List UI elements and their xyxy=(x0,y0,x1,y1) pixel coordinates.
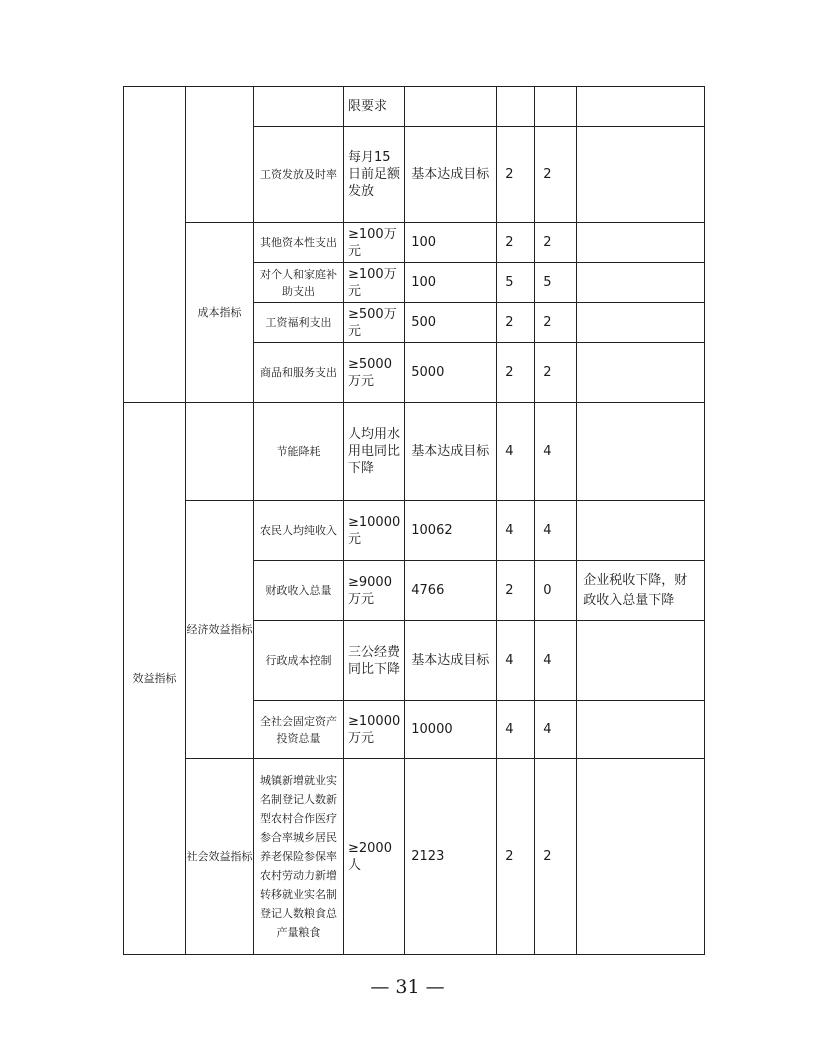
level1-cell xyxy=(124,87,186,403)
score-value: 4 xyxy=(535,403,577,501)
weight-value: 2 xyxy=(497,303,535,343)
remark-cell xyxy=(577,127,705,223)
remark-cell xyxy=(577,621,705,701)
actual-value: 100 xyxy=(405,263,497,303)
weight-value: 4 xyxy=(497,501,535,561)
level2-cell: 经济效益指标 xyxy=(186,501,254,759)
weight-value: 2 xyxy=(497,223,535,263)
actual-value: 10000 xyxy=(405,701,497,759)
remark-cell xyxy=(577,759,705,955)
remark-cell xyxy=(577,303,705,343)
score-value: 4 xyxy=(535,621,577,701)
weight-value xyxy=(497,87,535,127)
actual-value: 基本达成目标 xyxy=(411,444,490,459)
table-row xyxy=(124,87,705,127)
score-value: 2 xyxy=(535,127,577,223)
actual-value: 100 xyxy=(405,223,497,263)
page-number: — 31 — xyxy=(370,976,445,998)
level3-cell: 其他资本性支出 xyxy=(254,223,344,263)
level3-cell xyxy=(254,87,344,127)
target-value: ≥2000人 xyxy=(344,759,405,955)
level2-cell: 社会效益指标 xyxy=(186,759,254,955)
target-value: ≥100万元 xyxy=(344,263,405,303)
level2-cell: 成本指标 xyxy=(186,223,254,403)
level2-cell xyxy=(186,87,254,223)
actual-value: 5000 xyxy=(405,343,497,403)
weight-value: 2 xyxy=(497,343,535,403)
weight-value: 4 xyxy=(497,701,535,759)
weight-value: 4 xyxy=(497,403,535,501)
weight-value: 5 xyxy=(497,263,535,303)
weight-value: 2 xyxy=(497,759,535,955)
table-row xyxy=(124,501,705,561)
remark-cell xyxy=(577,343,705,403)
target-value: 每月15日前足额发放 xyxy=(344,127,405,223)
target-value: 人均用水用电同比下降 xyxy=(344,403,405,501)
actual-value: 2123 xyxy=(405,759,497,955)
target-value: 限要求 xyxy=(344,87,405,127)
level3-cell: 商品和服务支出 xyxy=(254,343,344,403)
remark-cell xyxy=(577,263,705,303)
target-value: ≥5000万元 xyxy=(344,343,405,403)
table-row xyxy=(124,403,705,501)
table-row xyxy=(124,223,705,263)
level3-cell: 行政成本控制 xyxy=(254,621,344,701)
target-value: ≥10000元 xyxy=(344,501,405,561)
level3-cell: 全社会固定资产投资总量 xyxy=(254,701,344,759)
level3-cell: 工资福利支出 xyxy=(254,303,344,343)
target-value: 三公经费同比下降 xyxy=(344,621,405,701)
level3-cell: 城镇新增就业实名制登记人数新型农村合作医疗参合率城乡居民养老保险参保率农村劳动力新增转移就业实名制登记人数粮食总产量粮食 xyxy=(254,759,344,955)
actual-value: 基本达成目标 xyxy=(411,653,490,668)
actual-value: 10062 xyxy=(405,501,497,561)
remark-cell xyxy=(577,701,705,759)
level3-cell: 节能降耗 xyxy=(254,403,344,501)
performance-indicator-table xyxy=(123,86,705,955)
score-value: 0 xyxy=(535,561,577,621)
weight-value: 2 xyxy=(497,127,535,223)
score-value: 2 xyxy=(535,343,577,403)
remark-cell: 企业税收下降，财政收入总量下降 xyxy=(577,561,705,621)
score-value xyxy=(535,87,577,127)
actual-value: 4766 xyxy=(405,561,497,621)
target-value: ≥100万元 xyxy=(344,223,405,263)
level3-cell: 对个人和家庭补助支出 xyxy=(254,263,344,303)
remark-cell xyxy=(577,403,705,501)
score-value: 2 xyxy=(535,223,577,263)
target-value: ≥9000万元 xyxy=(344,561,405,621)
table-row xyxy=(124,759,705,955)
target-value: ≥10000万元 xyxy=(344,701,405,759)
actual-value xyxy=(405,87,497,127)
score-value: 5 xyxy=(535,263,577,303)
level1-cell: 效益指标 xyxy=(124,403,186,955)
level3-cell: 财政收入总量 xyxy=(254,561,344,621)
actual-value: 500 xyxy=(405,303,497,343)
level3-cell: 农民人均纯收入 xyxy=(254,501,344,561)
remark-cell xyxy=(577,501,705,561)
score-value: 4 xyxy=(535,701,577,759)
target-value: ≥500万元 xyxy=(344,303,405,343)
weight-value: 2 xyxy=(497,561,535,621)
weight-value: 4 xyxy=(497,621,535,701)
level2-cell xyxy=(186,403,254,501)
score-value: 2 xyxy=(535,759,577,955)
remark-cell xyxy=(577,87,705,127)
score-value: 4 xyxy=(535,501,577,561)
actual-value: 基本达成目标 xyxy=(411,167,490,182)
remark-cell xyxy=(577,223,705,263)
score-value: 2 xyxy=(535,303,577,343)
level3-cell: 工资发放及时率 xyxy=(254,127,344,223)
